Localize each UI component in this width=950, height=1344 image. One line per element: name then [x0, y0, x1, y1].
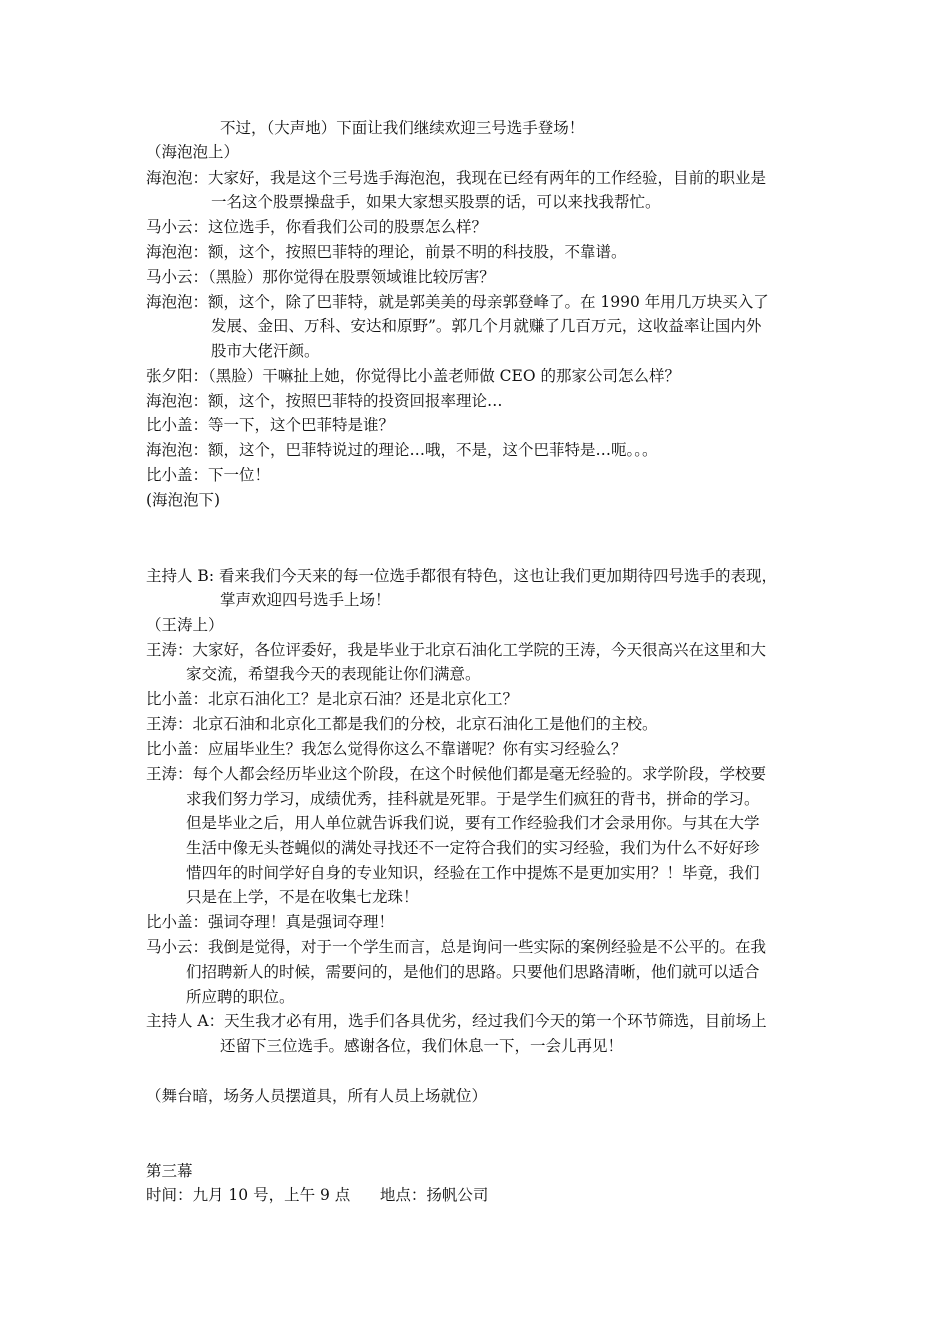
dialogue-line: 海泡泡：额，这个，按照巴菲特的投资回报率理论… [146, 392, 503, 410]
dialogue-line: 王涛：大家好，各位评委好，我是毕业于北京石油化工学院的王涛，今天很高兴在这里和大 [146, 641, 767, 659]
dialogue-line: 马小云：这位选手，你看我们公司的股票怎么样？ [146, 218, 488, 236]
dialogue-line: 王涛：北京石油和北京化工都是我们的分校，北京石油化工是他们的主校。 [146, 715, 658, 733]
dialogue-continuation: 惜四年的时间学好自身的专业知识，经验在工作中提炼不是更加实用？！毕竟，我们 [186, 864, 760, 882]
act-title: 第三幕 [146, 1162, 193, 1180]
dialogue-continuation: 求我们努力学习，成绩优秀，挂科就是死罪。于是学生们疯狂的背书，拼命的学习。 [186, 790, 760, 808]
dialogue-continuation: 但是毕业之后，用人单位就告诉我们说，要有工作经验我们才会录用你。与其在大学 [186, 814, 760, 832]
stage-direction: （王涛上） [146, 616, 224, 634]
dialogue-continuation: 所应聘的职位。 [186, 988, 295, 1006]
time-place-line: 时间：九月 10 号，上午 9 点 地点：扬帆公司 [146, 1186, 489, 1204]
dialogue-line: 马小云：我倒是觉得，对于一个学生而言，总是询问一些实际的案例经验是不公平的。在我 [146, 938, 767, 956]
dialogue-line: 比小盖：应届毕业生？我怎么觉得你这么不靠谱呢？你有实习经验么？ [146, 740, 627, 758]
dialogue-line: 海泡泡：额，这个，巴菲特说过的理论…哦，不是，这个巴菲特是…呃。。。 [146, 441, 658, 459]
dialogue-line: 王涛：每个人都会经历毕业这个阶段，在这个时候他们都是毫无经验的。求学阶段，学校要 [146, 765, 767, 783]
stage-direction: (海泡泡下) [146, 491, 221, 509]
dialogue-line: 海泡泡：额，这个，按照巴菲特的理论，前景不明的科技股，不靠谱。 [146, 243, 627, 261]
dialogue-continuation: 家交流，希望我今天的表现能让你们满意。 [186, 665, 481, 683]
dialogue-line: 比小盖：等一下，这个巴菲特是谁？ [146, 416, 395, 434]
dialogue-line: 比小盖：强词夺理！真是强词夺理！ [146, 913, 395, 931]
dialogue-continuation: 还留下三位选手。感谢各位，我们休息一下，一会儿再见！ [220, 1037, 624, 1055]
dialogue-line: 比小盖：下一位！ [146, 466, 271, 484]
dialogue-line: 海泡泡：大家好，我是这个三号选手海泡泡，我现在已经有两年的工作经验，目前的职业是 [146, 169, 767, 187]
dialogue-line: 主持人 A：天生我才必有用，选手们各具优劣，经过我们今天的第一个环节筛选，目前场上 [146, 1012, 767, 1030]
dialogue-line: 海泡泡：额，这个，除了巴菲特，就是郭美美的母亲郭登峰了。在 1990 年用几万块买入了 [146, 293, 769, 311]
stage-direction: （舞台暗，场务人员摆道具，所有人员上场就位） [146, 1087, 488, 1105]
dialogue-continuation: 股市大佬汗颜。 [211, 342, 320, 360]
dialogue-continuation: 发展、金田、万科、安达和原野”。郭几个月就赚了几百万元，这收益率让国内外 [211, 317, 762, 335]
dialogue-continuation: 们招聘新人的时候，需要问的，是他们的思路。只要他们思路清晰，他们就可以适合 [186, 963, 760, 981]
dialogue-continuation: 一名这个股票操盘手，如果大家想买股票的话，可以来找我帮忙。 [211, 193, 661, 211]
dialogue-continuation: 掌声欢迎四号选手上场！ [220, 591, 391, 609]
dialogue-line: 马小云：（黑脸）那你觉得在股票领域谁比较厉害？ [146, 268, 495, 286]
dialogue-line: 比小盖：北京石油化工？是北京石油？还是北京化工？ [146, 690, 519, 708]
dialogue-continuation: 只是在上学，不是在收集七龙珠！ [186, 888, 419, 906]
dialogue-line: 主持人 B: 看来我们今天来的每一位选手都很有特色，这也让我们更加期待四号选手的表现， [146, 567, 777, 585]
script-line: 不过，（大声地）下面让我们继续欢迎三号选手登场！ [220, 119, 585, 137]
dialogue-continuation: 生活中像无头苍蝇似的满处寻找还不一定符合我们的实习经验，我们为什么不好好珍 [186, 839, 760, 857]
stage-direction: （海泡泡上） [146, 143, 240, 161]
dialogue-line: 张夕阳：（黑脸）干嘛扯上她，你觉得比小盖老师做 CEO 的那家公司怎么样？ [146, 367, 680, 385]
